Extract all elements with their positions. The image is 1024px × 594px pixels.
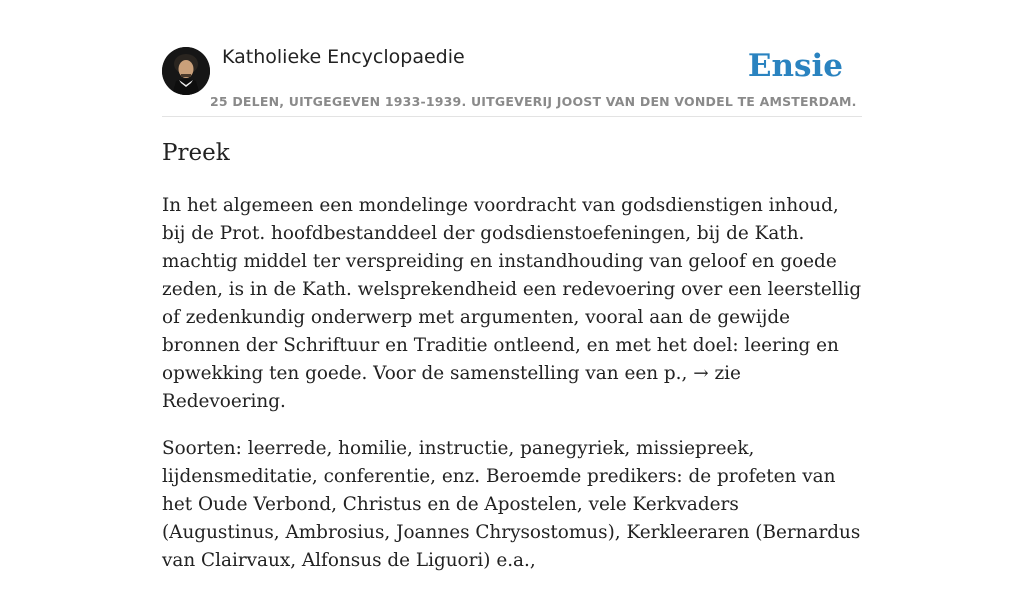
entry-paragraph: In het algemeen een mondelinge voordracht van godsdienstigen inhoud, bij de Prot. hoofdbestanddeel der godsdienstoefeningen, bij de Kath. machtig middel ter verspreiding en instandhouding van geloof en goede zeden, is in de Kath. welsprekendheid een redevoering over een leerstellig of zedenkundig onderwerp met argumenten, vooral aan de gewijde bronnen der Schriftuur en Traditie ontleend, en met het doel: leering en opwekking ten goede. Voor de samenstelling van een p., → zie Redevoering.: [162, 195, 862, 412]
entry-paragraph: Soorten: leerrede, homilie, instructie, panegyriek, missiepreek, lijdensmeditatie, conferentie, enz. Beroemde predikers: de profeten van het Oude Verbond, Christus en de Apostelen, vele Kerkvaders (Augustinus, Ambrosius, Joannes Chrysostomus), Kerkleeraren (Bernardus van Clairvaux, Alfonsus de Liguori) e.a.,: [162, 438, 861, 571]
brand-logo-link[interactable]: Ensie: [747, 48, 843, 84]
source-title[interactable]: Katholieke Encyclopaedie: [222, 46, 465, 68]
entry-title: Preek: [162, 140, 230, 166]
entry-body: [162, 192, 862, 594]
source-subtitle: 25 DELEN, UITGEGEVEN 1933-1939. UITGEVERIJ JOOST VAN DEN VONDEL TE AMSTERDAM.: [210, 94, 857, 109]
source-avatar[interactable]: [162, 47, 210, 95]
source-header: [162, 0, 862, 117]
page-container: [162, 0, 862, 571]
portrait-icon: [162, 47, 210, 95]
